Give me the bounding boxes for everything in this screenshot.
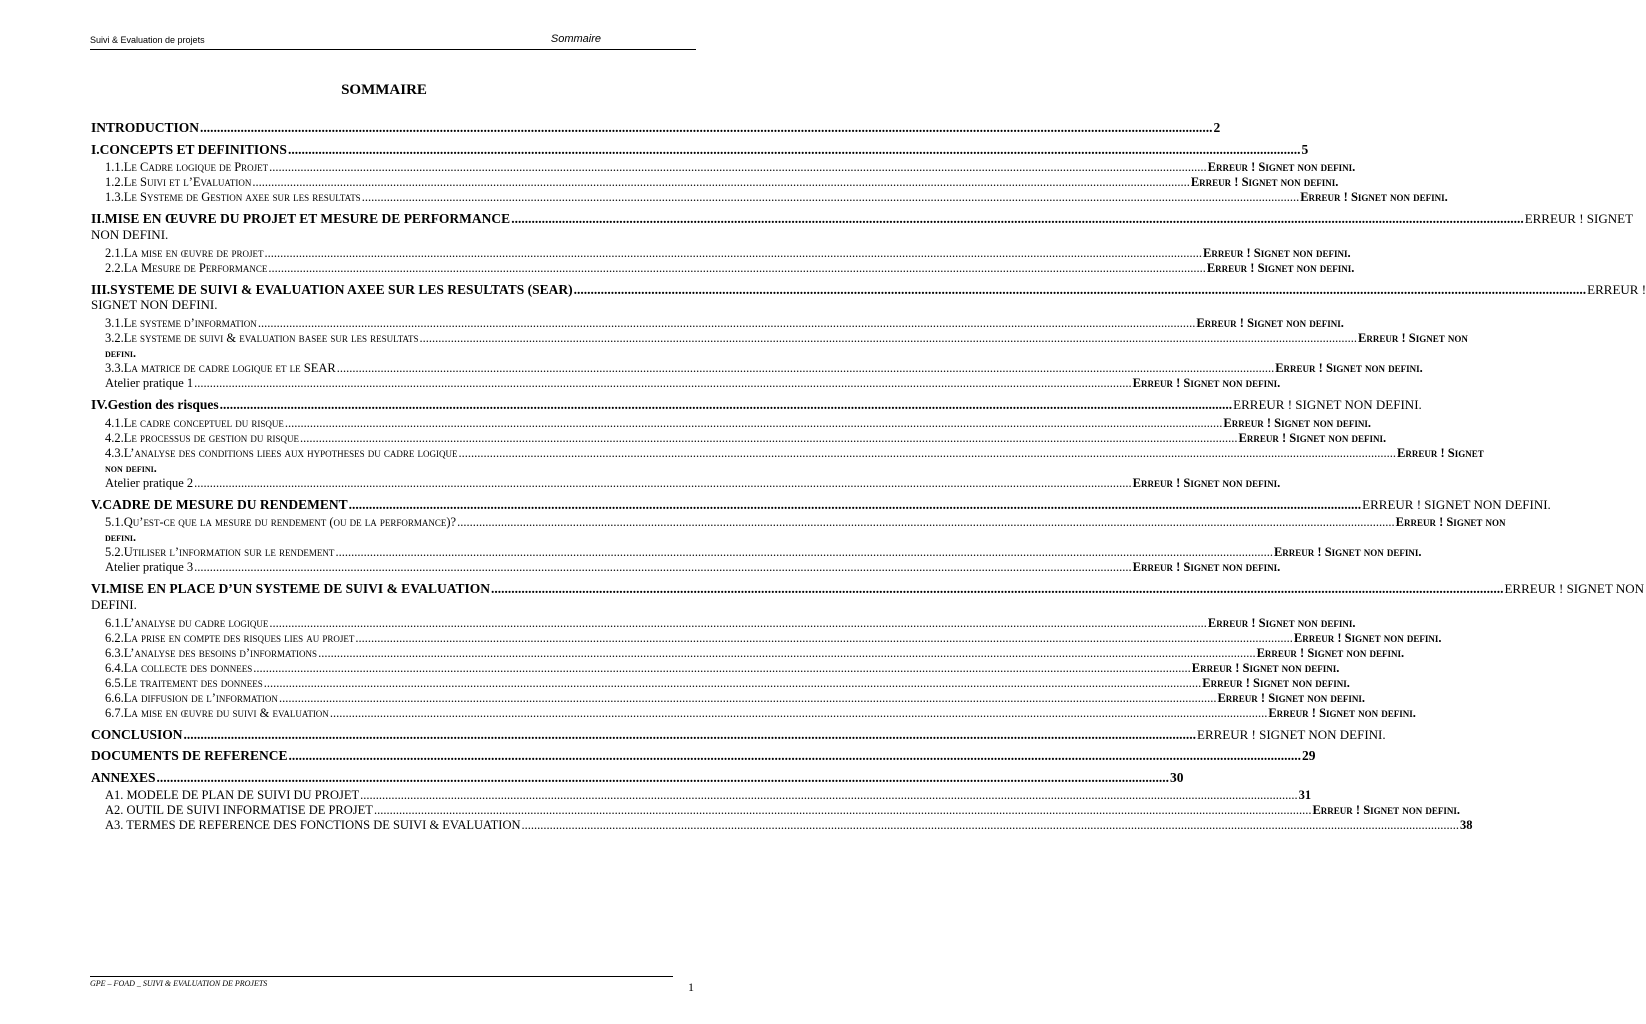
toc-bookmark-error: ERREUR ! SIGNET NON DEFINI. xyxy=(1362,496,1551,512)
toc-entry-number: V. xyxy=(91,496,103,512)
toc-entry[interactable] xyxy=(91,803,1461,818)
toc-entry[interactable] xyxy=(91,376,1281,391)
toc-bookmark-error: Erreur ! Signet non defini. xyxy=(1293,630,1442,645)
toc-entry-number: 4.1. xyxy=(105,415,124,430)
toc-page-number: 31 xyxy=(1298,788,1312,802)
toc-entry-title: Atelier pratique 2 xyxy=(105,475,194,490)
toc-leader-dots: ............................................................................................................................................................................................................................................................................................................ xyxy=(490,581,1504,596)
toc-bookmark-error-continued: NON DEFINI. xyxy=(91,226,169,242)
toc-bookmark-error: Erreur ! Signet non defini. xyxy=(1217,690,1366,705)
toc-leader-dots: ............................................................................................................................................................................................................................................................................................................ xyxy=(200,120,1213,135)
toc-leader-dots: ............................................................................................................................................................................................................................................................................................................ xyxy=(573,281,1587,297)
toc-entry-number: 1.1. xyxy=(105,160,124,174)
toc-bookmark-error-continued: SIGNET NON DEFINI. xyxy=(91,297,218,312)
toc-entry-title: A1. MODELE DE PLAN DE SUIVI DU PROJET xyxy=(105,788,360,802)
toc-entry-title: L’analyse du cadre logique xyxy=(123,615,269,630)
toc-entry-title: Le Systeme de Gestion axee sur les resultats xyxy=(123,190,361,204)
toc-entry[interactable] xyxy=(91,397,1422,413)
toc-entry-number: III. xyxy=(91,281,111,297)
toc-entry-title: La mise en œuvre de projet xyxy=(123,245,264,260)
toc-entry-number: 6.2. xyxy=(105,630,124,645)
toc-entry[interactable] xyxy=(91,141,1309,158)
toc-entry-title: La matrice de cadre logique et le SEAR xyxy=(123,361,336,375)
toc-bookmark-error-continued: non defini. xyxy=(105,460,157,475)
toc-leader-dots: ............................................................................................................................................................................................................................................................................................................ xyxy=(521,818,1460,832)
toc-entry[interactable] xyxy=(91,190,1448,205)
toc-entry-title: Qu’est-ce que la mesure du rendement (ou de la performance)? xyxy=(123,515,457,529)
page-header xyxy=(90,35,696,50)
toc-entry-number: IV. xyxy=(91,397,108,412)
toc-entry-number: 6.6. xyxy=(105,690,124,705)
toc-leader-dots: ............................................................................................................................................................................................................................................................................................................ xyxy=(336,361,1275,375)
toc-entry-title: A3. TERMES DE REFERENCE DES FONCTIONS DE SUIVI & EVALUATION xyxy=(105,818,521,832)
toc-entry-title: L’analyse des besoins d’informations xyxy=(123,645,318,660)
toc-entry-title: Utiliser l’information sur le rendement xyxy=(123,545,335,559)
toc-leader-dots: ............................................................................................................................................................................................................................................................................................................ xyxy=(252,175,1190,189)
toc-bookmark-error-continued: defini. xyxy=(105,346,137,360)
toc-entry-title: La diffusion de l’information xyxy=(123,690,278,705)
toc-entry[interactable] xyxy=(91,120,1221,136)
toc-entry-title: Le Cadre logique de Projet xyxy=(123,160,269,174)
toc-leader-dots: ............................................................................................................................................................................................................................................................................................................ xyxy=(511,211,1524,226)
toc-entry-number: 4.2. xyxy=(105,430,124,445)
toc-leader-dots: ............................................................................................................................................................................................................................................................................................................ xyxy=(335,545,1273,559)
toc-entry-title: La prise en compte des risques lies au projet xyxy=(123,630,355,645)
toc-leader-dots: ............................................................................................................................................................................................................................................................................................................ xyxy=(373,803,1312,817)
toc-entry[interactable] xyxy=(91,475,1281,491)
toc-leader-dots: ............................................................................................................................................................................................................................................................................................................ xyxy=(268,260,1206,275)
toc-bookmark-error: Erreur ! Signet non defini. xyxy=(1207,160,1356,174)
toc-bookmark-error: Erreur ! Signet non defini. xyxy=(1132,475,1281,490)
toc-entry-number: 6.4. xyxy=(105,660,124,675)
toc-leader-dots: ............................................................................................................................................................................................................................................................................................................ xyxy=(219,397,1233,412)
toc-leader-dots: ............................................................................................................................................................................................................................................................................................................ xyxy=(269,615,1207,630)
toc-entry-number: 1.3. xyxy=(105,190,124,204)
toc-bookmark-error: Erreur ! Signet non defini. xyxy=(1273,545,1422,559)
toc-bookmark-error: Erreur ! Signet non defini. xyxy=(1206,260,1355,275)
toc-entry[interactable] xyxy=(91,645,1405,661)
toc-entry-title: Le systeme de suivi & evaluation basee sur les resultats xyxy=(123,331,419,345)
toc-leader-dots: ............................................................................................................................................................................................................................................................................................................ xyxy=(318,645,1256,660)
toc-entry-number: 5.1. xyxy=(105,515,124,529)
page-number: 1 xyxy=(688,980,694,994)
toc-leader-dots: ............................................................................................................................................................................................................................................................................................................ xyxy=(156,769,1170,785)
toc-entry-number: VI. xyxy=(91,581,110,596)
toc-leader-dots: ............................................................................................................................................................................................................................................................................................................ xyxy=(288,748,1302,763)
toc-leader-dots: ............................................................................................................................................................................................................................................................................................................ xyxy=(278,690,1217,705)
toc-leader-dots: ............................................................................................................................................................................................................................................................................................................ xyxy=(284,415,1223,430)
toc-entry-title: Le traitement des donnees xyxy=(123,675,263,690)
toc-page-number: 5 xyxy=(1301,141,1309,157)
toc-entry[interactable] xyxy=(91,331,1468,361)
toc-entry[interactable] xyxy=(91,705,1416,721)
table-of-contents xyxy=(91,120,1646,833)
toc-entry[interactable] xyxy=(91,515,1506,545)
toc-bookmark-error: Erreur ! Signet non xyxy=(1395,515,1506,529)
toc-leader-dots: ............................................................................................................................................................................................................................................................................................................ xyxy=(355,630,1293,645)
toc-leader-dots: ............................................................................................................................................................................................................................................................................................................ xyxy=(457,515,1395,529)
toc-leader-dots: ............................................................................................................................................................................................................................................................................................................ xyxy=(194,560,1132,574)
toc-entry-number: 3.3. xyxy=(105,361,124,375)
toc-entry[interactable] xyxy=(91,445,1484,476)
page-footer: GPE – FOAD _ SUIVI & EVALUATION DE PROJETS xyxy=(90,976,673,988)
toc-entry[interactable] xyxy=(91,175,1339,190)
toc-entry-title: SYSTEME DE SUIVI & EVALUATION AXEE SUR LES RESULTATS (SEAR) xyxy=(110,281,573,297)
toc-entry[interactable] xyxy=(91,245,1351,261)
toc-entry-title: Atelier pratique 1 xyxy=(105,376,194,390)
toc-leader-dots: ............................................................................................................................................................................................................................................................................................................ xyxy=(194,475,1132,490)
toc-bookmark-error: ERREUR ! SIGNET NON xyxy=(1504,581,1644,596)
toc-entry-title: MISE EN PLACE D’UN SYSTEME DE SUIVI & EVALUATION xyxy=(109,581,490,596)
toc-bookmark-error: Erreur ! Signet non defini. xyxy=(1238,430,1387,445)
toc-bookmark-error: Erreur ! Signet non defini. xyxy=(1207,615,1356,630)
toc-entry-number: 2.2. xyxy=(105,260,124,275)
toc-entry[interactable] xyxy=(91,769,1184,786)
header-doc-title: Suivi & Evaluation de projets xyxy=(90,35,205,45)
toc-bookmark-error: Erreur ! Signet non xyxy=(1358,331,1468,345)
toc-leader-dots: ............................................................................................................................................................................................................................................................................................................ xyxy=(253,660,1191,675)
toc-bookmark-error: ERREUR ! SIGNET NON DEFINI. xyxy=(1197,726,1386,742)
toc-entry[interactable] xyxy=(91,560,1281,575)
toc-entry-title: Le cadre conceptuel du risque xyxy=(123,415,284,430)
toc-entry-number: 5.2. xyxy=(105,545,124,559)
toc-entry-title: Le systeme d’information xyxy=(123,316,257,330)
toc-leader-dots: ............................................................................................................................................................................................................................................................................................................ xyxy=(287,141,1301,157)
toc-entry[interactable] xyxy=(91,496,1551,513)
toc-bookmark-error: Erreur ! Signet non defini. xyxy=(1268,705,1416,720)
toc-entry[interactable] xyxy=(91,430,1387,446)
toc-entry-title: ANNEXES xyxy=(91,769,156,785)
toc-bookmark-error: Erreur ! Signet non defini. xyxy=(1203,245,1351,260)
toc-entry-title: INTRODUCTION xyxy=(91,120,200,135)
toc-entry-number: 4.3. xyxy=(105,445,124,460)
toc-entry[interactable] xyxy=(91,260,1355,276)
toc-bookmark-error: Erreur ! Signet non defini. xyxy=(1300,190,1448,204)
toc-leader-dots: ............................................................................................................................................................................................................................................................................................................ xyxy=(348,496,1362,512)
toc-entry-number: 6.3. xyxy=(105,645,124,660)
toc-bookmark-error: Erreur ! Signet non defini. xyxy=(1132,560,1281,574)
toc-entry-title: Atelier pratique 3 xyxy=(105,560,194,574)
toc-bookmark-error: Erreur ! Signet non defini. xyxy=(1312,803,1461,817)
toc-leader-dots: ............................................................................................................................................................................................................................................................................................................ xyxy=(329,705,1268,720)
toc-bookmark-error: ERREUR ! SIGNET xyxy=(1524,211,1634,226)
toc-entry-number: 2.1. xyxy=(105,245,124,260)
toc-entry-number: II. xyxy=(91,211,105,226)
toc-entry[interactable] xyxy=(91,316,1344,331)
toc-entry-title: L’analyse des conditions liees aux hypotheses du cadre logique xyxy=(123,445,458,460)
toc-leader-dots: ............................................................................................................................................................................................................................................................................................................ xyxy=(263,675,1202,690)
toc-leader-dots: ............................................................................................................................................................................................................................................................................................................ xyxy=(361,190,1300,204)
toc-entry[interactable] xyxy=(91,630,1442,646)
toc-entry[interactable] xyxy=(91,211,1634,242)
toc-leader-dots: ............................................................................................................................................................................................................................................................................................................ xyxy=(257,316,1196,330)
toc-entry-number: 3.1. xyxy=(105,316,124,330)
toc-bookmark-error: Erreur ! Signet xyxy=(1397,445,1484,460)
toc-leader-dots: ............................................................................................................................................................................................................................................................................................................ xyxy=(458,445,1396,460)
toc-bookmark-error: Erreur ! Signet non defini. xyxy=(1196,316,1344,330)
toc-entry[interactable] xyxy=(91,415,1371,431)
toc-leader-dots: ............................................................................................................................................................................................................................................................................................................ xyxy=(300,430,1238,445)
toc-entry[interactable] xyxy=(91,748,1316,764)
toc-leader-dots: ............................................................................................................................................................................................................................................................................................................ xyxy=(269,160,1207,174)
toc-entry-title: La collecte des donnees xyxy=(123,660,253,675)
toc-bookmark-error-continued: defini. xyxy=(105,530,137,544)
toc-entry-number: 6.5. xyxy=(105,675,124,690)
toc-entry-title: La Mesure de Performance xyxy=(123,260,268,275)
toc-leader-dots: ............................................................................................................................................................................................................................................................................................................ xyxy=(264,245,1203,260)
toc-leader-dots: ............................................................................................................................................................................................................................................................................................................ xyxy=(183,726,1197,742)
toc-page-number: 30 xyxy=(1170,769,1184,785)
toc-bookmark-error: Erreur ! Signet non defini. xyxy=(1191,660,1340,675)
toc-entry-title: Le Suivi et l’Evaluation xyxy=(123,175,252,189)
toc-entry-number: I. xyxy=(91,141,100,157)
toc-entry-title: MISE EN ŒUVRE DU PROJET ET MESURE DE PERFORMANCE xyxy=(104,211,511,226)
toc-entry[interactable] xyxy=(91,160,1356,175)
toc-entry[interactable] xyxy=(91,726,1386,743)
toc-bookmark-error-continued: DEFINI. xyxy=(91,596,137,612)
toc-entry[interactable] xyxy=(91,675,1350,691)
header-section-title: Sommaire xyxy=(550,33,601,45)
toc-entry-number: 6.7. xyxy=(105,705,124,720)
toc-entry-title: CADRE DE MESURE DU RENDEMENT xyxy=(102,496,348,512)
toc-entry[interactable] xyxy=(91,361,1423,376)
toc-entry-title: CONCLUSION xyxy=(91,726,183,742)
toc-leader-dots: ............................................................................................................................................................................................................................................................................................................ xyxy=(419,331,1358,345)
toc-bookmark-error: Erreur ! Signet non defini. xyxy=(1256,645,1405,660)
toc-entry-title: Gestion des risques xyxy=(107,397,219,412)
toc-bookmark-error: Erreur ! Signet non defini. xyxy=(1275,361,1423,375)
toc-entry-title: Le processus de gestion du risque xyxy=(123,430,300,445)
toc-bookmark-error: Erreur ! Signet non defini. xyxy=(1190,175,1339,189)
toc-entry-number: 6.1. xyxy=(105,615,124,630)
toc-bookmark-error: ERREUR ! xyxy=(1587,281,1646,297)
toc-entry[interactable] xyxy=(91,818,1473,833)
toc-entry[interactable] xyxy=(91,545,1422,560)
toc-entry-number: 3.2. xyxy=(105,331,124,345)
toc-entry-title: A2. OUTIL DE SUIVI INFORMATISE DE PROJET xyxy=(105,803,373,817)
toc-entry[interactable] xyxy=(91,660,1340,676)
toc-leader-dots: ............................................................................................................................................................................................................................................................................................................ xyxy=(194,376,1132,390)
toc-bookmark-error: Erreur ! Signet non defini. xyxy=(1223,415,1371,430)
toc-bookmark-error: Erreur ! Signet non defini. xyxy=(1202,675,1350,690)
toc-entry[interactable] xyxy=(91,581,1644,612)
toc-entry[interactable] xyxy=(91,690,1366,706)
toc-entry-title: DOCUMENTS DE REFERENCE xyxy=(91,748,288,763)
toc-entry-title: CONCEPTS ET DEFINITIONS xyxy=(99,141,287,157)
toc-page-number: 29 xyxy=(1302,748,1316,763)
toc-bookmark-error: Erreur ! Signet non defini. xyxy=(1132,376,1281,390)
toc-entry[interactable] xyxy=(91,281,1646,313)
toc-page-number: 2 xyxy=(1213,120,1221,135)
toc-entry[interactable] xyxy=(91,615,1356,631)
toc-page-number: 38 xyxy=(1460,818,1473,832)
toc-bookmark-error: ERREUR ! SIGNET NON DEFINI. xyxy=(1233,397,1422,412)
toc-leader-dots: ............................................................................................................................................................................................................................................................................................................ xyxy=(360,788,1298,802)
toc-entry[interactable] xyxy=(91,788,1312,803)
toc-entry-title: La mise en œuvre du suivi & evaluation xyxy=(123,705,329,720)
page-title: SOMMAIRE xyxy=(341,82,427,98)
toc-entry-number: 1.2. xyxy=(105,175,124,189)
